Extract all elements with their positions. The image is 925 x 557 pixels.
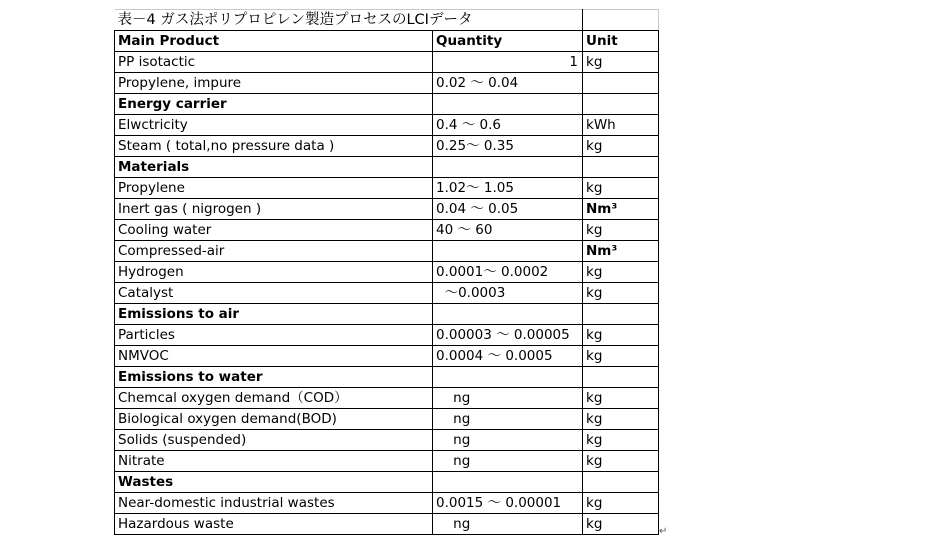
item-quantity: ng [433,388,583,409]
section-label: Materials [115,157,433,178]
item-unit: kg [583,220,659,241]
item-unit: kg [583,388,659,409]
item-quantity: 0.25～ 0.35 [433,136,583,157]
table-row [115,430,659,451]
item-name: Catalyst [115,283,433,304]
table-row [115,52,659,73]
table-row [115,325,659,346]
item-name: Nitrate [115,451,433,472]
item-quantity: ng [433,451,583,472]
item-unit [583,157,659,178]
section-label: Energy carrier [115,94,433,115]
table-row [115,73,659,94]
item-quantity: 0.00003 ～ 0.00005 [433,325,583,346]
item-unit: kg [583,514,659,535]
item-quantity: 0.02 ～ 0.04 [433,73,583,94]
item-unit [583,367,659,388]
item-unit: kg [583,262,659,283]
item-unit: kg [583,325,659,346]
item-name: Propylene, impure [115,73,433,94]
item-quantity: ng [433,430,583,451]
table-caption: 表－4 ガス法ポリプロピレン製造プロセスのLCIデータ [115,10,583,31]
header-row [115,31,659,52]
item-unit [583,73,659,94]
item-quantity: 0.0015 ～ 0.00001 [433,493,583,514]
item-unit: kWh [583,115,659,136]
table-row [115,199,659,220]
item-unit: kg [583,346,659,367]
item-unit: kg [583,283,659,304]
item-unit: kg [583,451,659,472]
item-quantity: 1 [433,52,583,73]
section-label: Emissions to water [115,367,433,388]
section-row [115,367,659,388]
item-quantity [433,241,583,262]
table-row [115,514,659,535]
item-quantity [433,94,583,115]
item-name: Hydrogen [115,262,433,283]
item-name: PP isotactic [115,52,433,73]
item-quantity: 0.0004 ～ 0.0005 [433,346,583,367]
item-quantity [433,157,583,178]
table-row [115,115,659,136]
item-unit: Nm³ [583,241,659,262]
item-unit: Nm³ [583,199,659,220]
table-caption-row [115,10,659,31]
item-quantity: 1.02～ 1.05 [433,178,583,199]
item-quantity: 40 ～ 60 [433,220,583,241]
table-row [115,220,659,241]
header-quantity: Quantity [433,31,583,52]
item-name: Near-domestic industrial wastes [115,493,433,514]
section-row [115,157,659,178]
header-main-product: Main Product [115,31,433,52]
item-unit: kg [583,136,659,157]
item-unit: kg [583,493,659,514]
paragraph-mark: ↵ [659,526,668,537]
item-name: Biological oxygen demand(BOD) [115,409,433,430]
item-name: Cooling water [115,220,433,241]
lci-data-table [114,9,659,535]
item-unit: kg [583,430,659,451]
caption-blank-cell [583,10,659,31]
item-unit [583,472,659,493]
item-unit: kg [583,178,659,199]
item-name: Solids (suspended) [115,430,433,451]
table-row [115,262,659,283]
item-unit [583,304,659,325]
section-row [115,94,659,115]
item-quantity: 0.04 ～ 0.05 [433,199,583,220]
item-name: Compressed-air [115,241,433,262]
item-quantity: ng [433,514,583,535]
item-quantity [433,304,583,325]
item-quantity: ～0.0003 [433,283,583,304]
table-row [115,136,659,157]
item-name: Propylene [115,178,433,199]
item-quantity: ng [433,409,583,430]
item-name: Steam ( total,no pressure data ) [115,136,433,157]
table-row [115,283,659,304]
table-row [115,388,659,409]
section-label: Emissions to air [115,304,433,325]
table-row [115,241,659,262]
header-unit: Unit [583,31,659,52]
item-name: Particles [115,325,433,346]
item-quantity: 0.0001～ 0.0002 [433,262,583,283]
item-quantity [433,472,583,493]
item-name: Hazardous waste [115,514,433,535]
table-row [115,346,659,367]
item-quantity [433,367,583,388]
item-name: Elwctricity [115,115,433,136]
item-unit: kg [583,52,659,73]
table-row [115,493,659,514]
item-quantity: 0.4 ～ 0.6 [433,115,583,136]
section-row [115,472,659,493]
item-name: NMVOC [115,346,433,367]
section-row [115,304,659,325]
item-unit: kg [583,409,659,430]
item-name: Chemcal oxygen demand（COD） [115,388,433,409]
item-name: Inert gas ( nigrogen ) [115,199,433,220]
table-row [115,178,659,199]
table-row [115,451,659,472]
item-unit [583,94,659,115]
table-row [115,409,659,430]
section-label: Wastes [115,472,433,493]
